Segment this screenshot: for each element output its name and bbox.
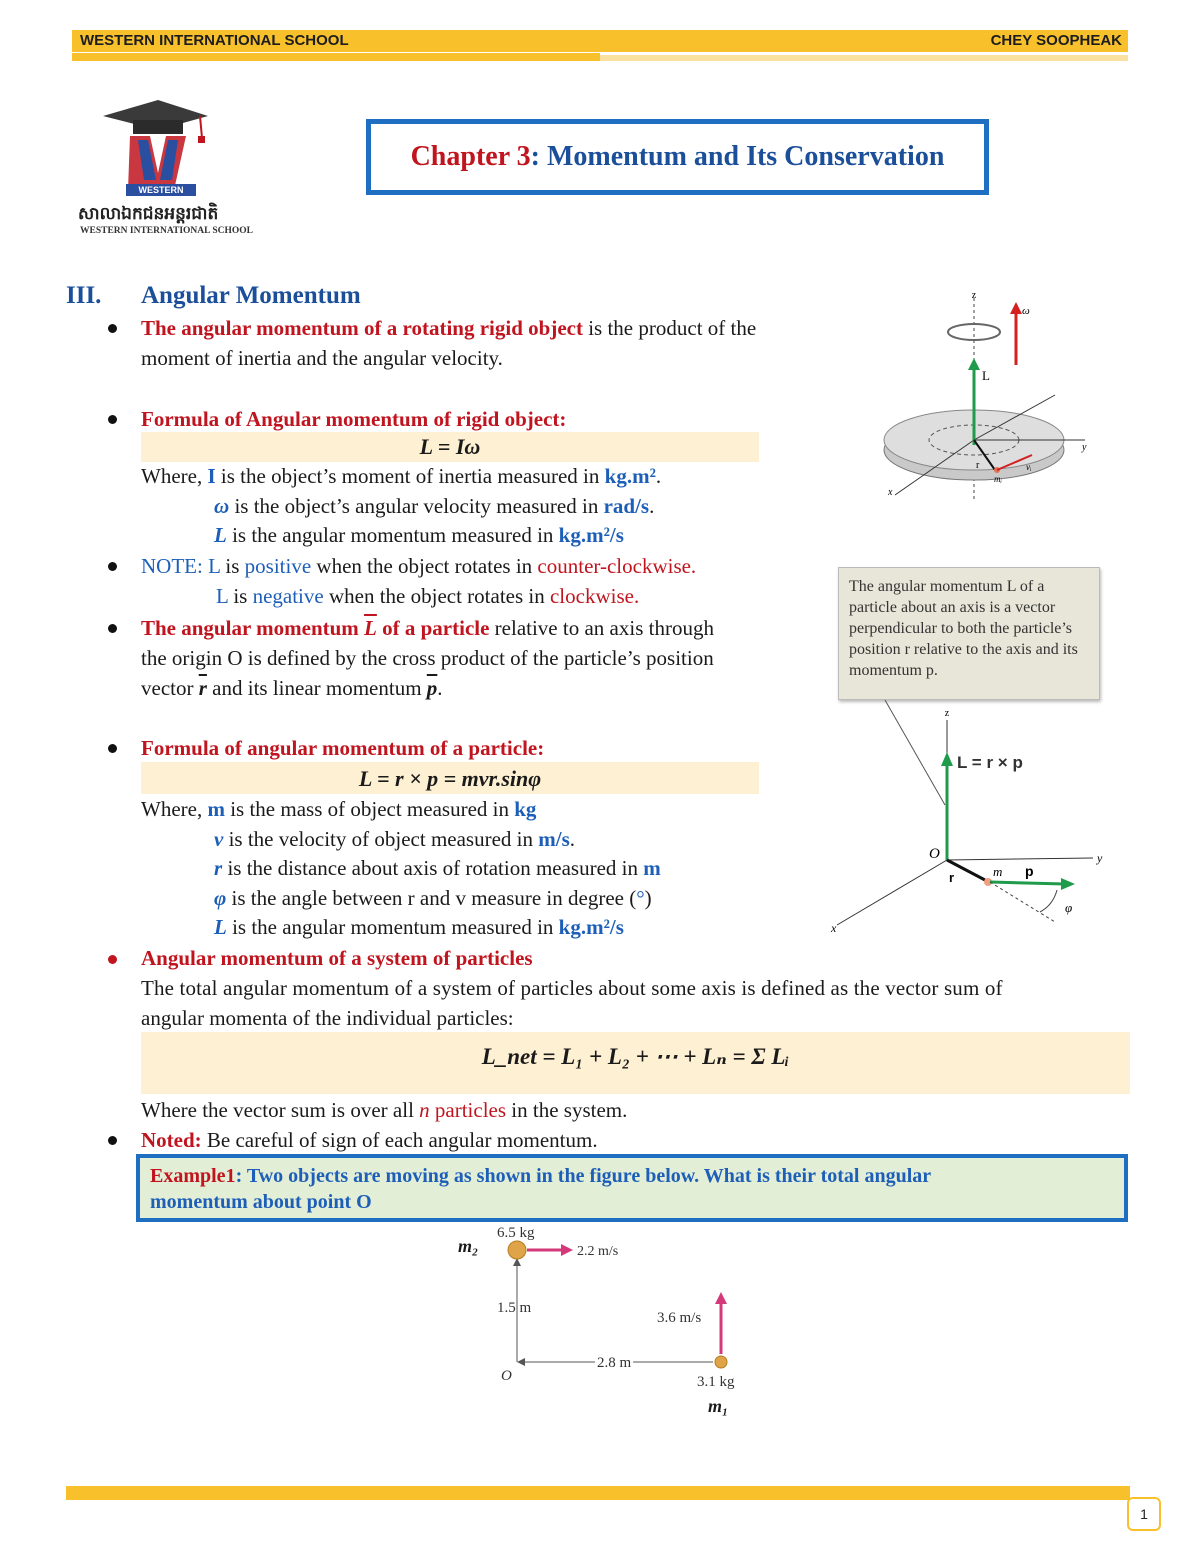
example-text: : Two objects are moving as shown in the figure below. What is their total angular (235, 1165, 932, 1187)
b5-where3: r is the distance about axis of rotation measured in m (214, 856, 661, 880)
svg-text:y: y (1082, 442, 1087, 453)
two-objects-diagram (455, 1222, 785, 1422)
bullet-icon (108, 624, 117, 633)
svg-text:L = r × p: L = r × p (957, 753, 1023, 772)
svg-text:x: x (831, 921, 837, 935)
b3-line1: NOTE: L is positive when the object rotates in counter-clockwise. (141, 554, 697, 578)
b2-where3: L is the angular momentum measured in kg.m²/s (214, 523, 624, 547)
b1-line2: moment of inertia and the angular velocity. (141, 346, 503, 370)
b7-line: Noted: Be careful of sign of each angular momentum. (141, 1128, 598, 1152)
section-title: Angular Momentum (141, 282, 361, 309)
school-name-header: WESTERN INTERNATIONAL SCHOOL (80, 32, 349, 49)
page-number: 1 (1127, 1497, 1161, 1531)
b2-where1: Where, I is the object’s moment of inertia measured in kg.m². (141, 464, 662, 488)
figure-caption-box: The angular momentum L of a particle about an axis is a vector perpendicular to both the particle’s position r relative to the axis and its momentum p. (838, 567, 1100, 700)
b4-line2: the origin O is defined by the cross product of the particle’s position (141, 646, 714, 670)
svg-text:1.5 m: 1.5 m (497, 1300, 532, 1316)
svg-text:L: L (982, 368, 990, 383)
b5-where5: L is the angular momentum measured in kg.m²/s (214, 915, 624, 939)
svg-text:x: x (888, 487, 893, 498)
logo-english-text: WESTERN INTERNATIONAL SCHOOL (80, 226, 253, 236)
chapter-title: : Momentum and Its Conservation (530, 141, 945, 172)
svg-text:z: z (944, 708, 950, 719)
svg-text:6.5 kg: 6.5 kg (497, 1225, 535, 1241)
b2-heading: Formula of Angular momentum of rigid object: (141, 407, 567, 431)
formula-particle: L = r × p = mvr.sinφ (358, 766, 542, 791)
svg-text:WESTERN: WESTERN (138, 185, 184, 195)
b4-line3: vector $\overline{r}$ and its linear momentum $\overline{p}$. (141, 676, 443, 700)
section-number: III. (66, 282, 102, 309)
formula-system: L_net = L₁ + L₂ + ⋯ + Lₙ = Σ Lᵢ (481, 1044, 790, 1069)
b5-heading: Formula of angular momentum of a particle: (141, 736, 545, 760)
chapter-title-box (366, 119, 989, 195)
b3-line2: L is negative when the object rotates in clockwise. (216, 584, 640, 608)
author-name-header: CHEY SOOPHEAK (990, 32, 1122, 49)
formula-rigid: L = Iω (419, 434, 481, 459)
svg-text:y: y (1097, 851, 1103, 865)
cross-product-diagram (825, 700, 1125, 940)
header-underline (72, 53, 600, 61)
bullet-icon (108, 415, 117, 424)
header-underline-light (600, 55, 1128, 61)
b5-where2: v is the velocity of object measured in m/s. (214, 827, 575, 851)
b2-where2: ω is the object’s angular velocity measured in rad/s. (214, 494, 655, 518)
svg-text:ω: ω (1022, 305, 1030, 317)
svg-text:p: p (1025, 863, 1034, 879)
b1-line1: The angular momentum of a rotating rigid object is the product of the (141, 316, 757, 340)
svg-text:2.2 m/s: 2.2 m/s (577, 1244, 619, 1259)
b6-heading: Angular momentum of a system of particles (141, 946, 533, 970)
svg-text:O: O (929, 846, 940, 862)
svg-text:z: z (971, 290, 977, 301)
svg-text:m: m (993, 864, 1003, 879)
bullet-icon (108, 562, 117, 571)
b6-after: Where the vector sum is over all n particles in the system. (141, 1098, 628, 1122)
svg-text:φ: φ (1065, 900, 1073, 915)
bullet-icon (108, 955, 117, 964)
example-box (136, 1154, 1128, 1222)
svg-text:2.8 m: 2.8 m (597, 1355, 632, 1371)
rotating-disk-figure (870, 290, 1100, 510)
svg-text:3.1 kg: 3.1 kg (697, 1374, 735, 1390)
footer-bar (66, 1486, 1130, 1500)
bullet-icon (108, 744, 117, 753)
chapter-number: Chapter 3 (410, 141, 531, 172)
b6-line1: The total angular momentum of a system of particles about some axis is defined as the vector sum of (141, 976, 1003, 1000)
b5-where4: φ is the angle between r and v measure in degree (°) (214, 886, 652, 910)
logo-khmer-text: សាលាឯកជនអន្តរជាតិ (78, 204, 219, 224)
b4-line1: The angular momentum $\overline{L}$ of a particle relative to an axis through (141, 616, 714, 640)
svg-text:3.6 m/s: 3.6 m/s (657, 1310, 702, 1326)
svg-text:mᵢ: mᵢ (994, 474, 1002, 484)
example-figure (455, 1222, 785, 1422)
example-text-line2: momentum about point O (150, 1191, 372, 1213)
m1-label: m₁ (708, 1396, 729, 1416)
svg-text:O: O (501, 1368, 512, 1384)
example-label: Example1 (150, 1165, 236, 1187)
rotating-disk-diagram (870, 290, 1100, 510)
b5-where1: Where, m is the mass of object measured in kg (141, 797, 537, 821)
svg-text:r: r (976, 460, 980, 471)
particle-angular-momentum-figure (825, 700, 1125, 940)
bullet-icon (108, 324, 117, 333)
svg-text:vᵢ: vᵢ (1026, 462, 1032, 472)
b6-line2: angular momenta of the individual particles: (141, 1006, 514, 1030)
m2-label: m₂ (458, 1236, 479, 1256)
bullet-icon (108, 1136, 117, 1145)
svg-text:r: r (949, 870, 955, 885)
